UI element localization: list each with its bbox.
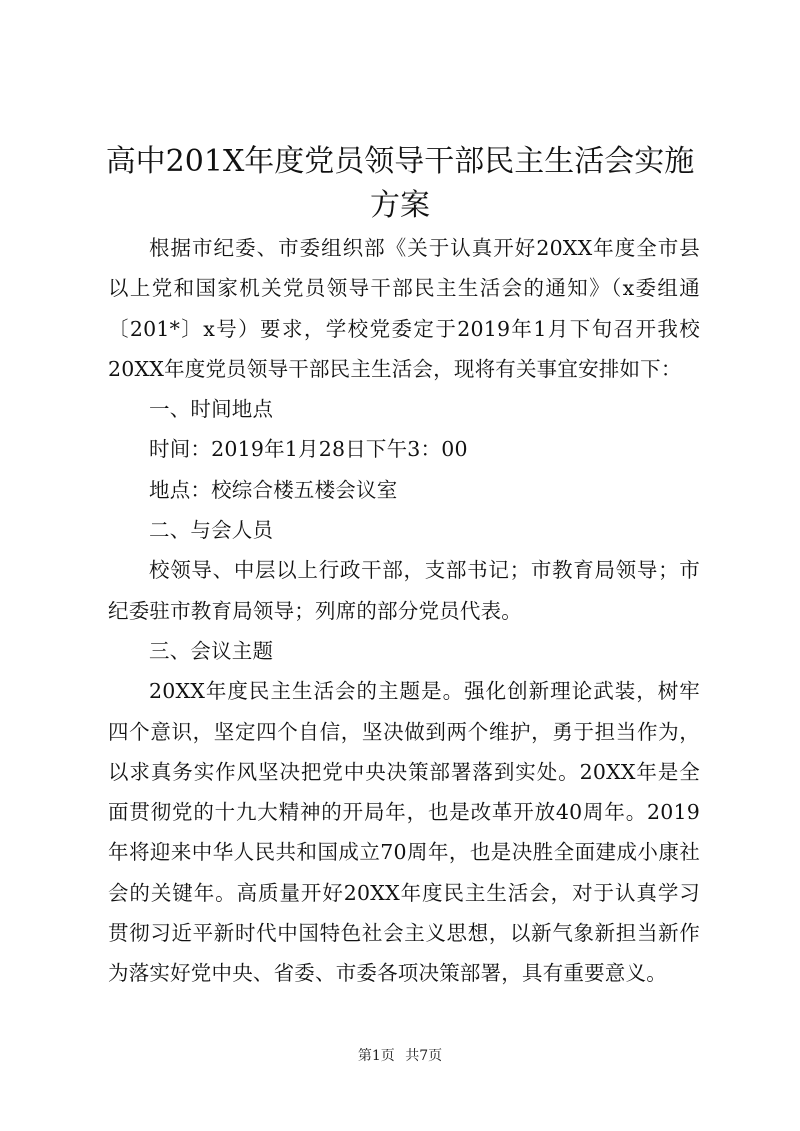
page-total: 共7页 xyxy=(405,1048,443,1064)
document-title-line-2: 方案 xyxy=(370,188,430,223)
meeting-place: 地点：校综合楼五楼会议室 xyxy=(149,477,398,502)
theme-paragraph: 20XX年度民主生活会的主题是。强化创新理论武装，树牢四个意识，坚定四个自信，坚决做到两个维护，勇于担当作为，以求真务实作风坚决把党中央决策部署落到实处。20XX年是全面贯彻党的十九大精神的开局年，也是改革开放40周年。2019年将迎来中华人民共和国成立70周年，也是决胜全面建成小康社会的关键年。高质量开好20XX年度民主生活会，对于认真学习贯彻习近平新时代中国特色社会主义思想，以新气象新担当新作为落实好党中央、省委、市委各项决策部署，具有重要意义。 xyxy=(108,679,700,986)
page-footer xyxy=(0,1045,800,1065)
attendees-paragraph: 校领导、中层以上行政干部，支部书记；市教育局领导；市纪委驻市教育局领导；列席的部分党员代表。 xyxy=(108,558,700,623)
intro-paragraph: 根据市纪委、市委组织部《关于认真开好20XX年度全市县以上党和国家机关党员领导干部民主生活会的通知》（x委组通〔201*〕x号）要求，学校党委定于2019年1月下旬召开我校20XX年度党员领导干部民主生活会，现将有关事宜安排如下： xyxy=(108,236,700,381)
document-title-line-1: 高中201X年度党员领导干部民主生活会实施 xyxy=(105,144,695,179)
document-body xyxy=(108,228,700,994)
section-heading-theme: 三、会议主题 xyxy=(149,638,274,663)
meeting-time: 时间：2019年1月28日下午3：00 xyxy=(149,437,468,462)
page-number: 第1页 xyxy=(357,1048,395,1064)
section-heading-attendees: 二、与会人员 xyxy=(149,518,274,543)
section-heading-time-place: 一、时间地点 xyxy=(149,397,274,422)
